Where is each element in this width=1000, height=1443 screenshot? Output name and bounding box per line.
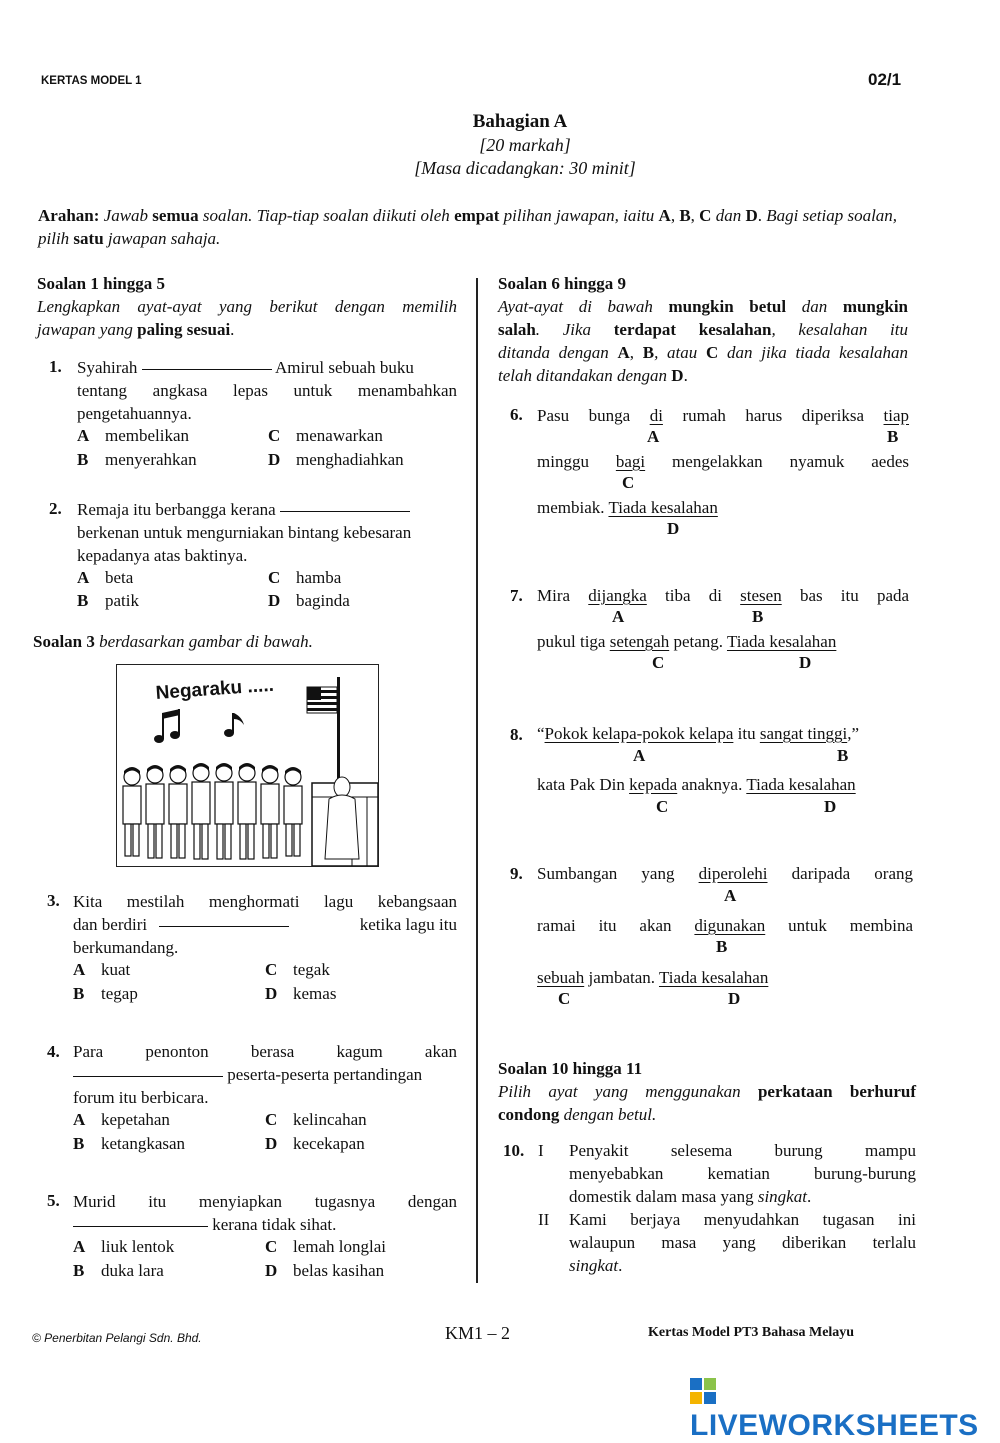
option-d[interactable]: D menghadiahkan <box>268 450 404 469</box>
option-d[interactable]: D kecekapan <box>265 1134 365 1153</box>
q3-intro: Soalan 3 berdasarkan gambar di bawah. <box>33 632 313 651</box>
option-b[interactable]: B ketangkasan <box>73 1134 186 1153</box>
statement-ii-label: II <box>538 1210 550 1229</box>
underlined-c[interactable]: kepada <box>629 775 678 794</box>
picture-caption: Negaraku ..... <box>155 674 275 704</box>
option-d[interactable]: D kemas <box>265 984 337 1003</box>
answer-blank[interactable] <box>73 1225 208 1227</box>
anthem-picture <box>116 664 379 867</box>
underlined-d[interactable]: Tiada kesalahan <box>658 968 769 987</box>
watermark-text: LIVEWORKSHEETS <box>690 1409 979 1442</box>
group2-inst-line4: telah ditandakan dengan D. <box>498 366 688 385</box>
option-c[interactable]: C hamba <box>268 568 342 587</box>
answer-blank[interactable] <box>142 368 272 370</box>
option-a[interactable]: A liuk lentok <box>73 1237 175 1256</box>
option-a[interactable]: A kuat <box>73 960 131 979</box>
underlined-a[interactable]: di <box>649 406 663 425</box>
section-time: [Masa dicadangkan: 30 minit] <box>414 158 636 178</box>
option-a[interactable]: A kepetahan <box>73 1110 170 1129</box>
group2-inst-line1: Ayat-ayat di bawah mungkin betul dan mungkin <box>498 297 909 316</box>
underlined-a[interactable]: diperolehi <box>698 864 768 883</box>
option-c[interactable]: C menawarkan <box>268 426 383 445</box>
instruction: Arahan: Jawab semua soalan. Tiap-tiap soalan diikuti oleh empat pilihan jawapan, iaitu A, B, C dan D. Bagi setiap soalan, pilih satu jawapan sahaja. <box>38 206 898 248</box>
group3-inst-line1: Pilih ayat yang menggunakan perkataan berhuruf <box>498 1082 917 1101</box>
page-number: KM1 – 2 <box>445 1323 511 1343</box>
group1-inst-line2: jawapan yang paling sesuai. <box>37 320 235 339</box>
students-group <box>123 765 302 859</box>
option-b[interactable]: B menyerahkan <box>77 450 197 469</box>
option-d[interactable]: D baginda <box>268 591 350 610</box>
paper-code: 02/1 <box>868 70 902 89</box>
liveworksheets-logo-icon <box>690 1378 716 1404</box>
option-c[interactable]: C kelincahan <box>265 1110 367 1129</box>
underlined-c[interactable]: setengah <box>609 632 670 651</box>
option-c[interactable]: C lemah longlai <box>265 1237 387 1256</box>
group2-title: Soalan 6 hingga 9 <box>498 274 627 293</box>
picture-illustration <box>117 665 378 866</box>
group2-inst-line2: salah. Jika terdapat kesalahan, kesalahan itu <box>498 320 908 339</box>
column-divider <box>476 278 478 1283</box>
underlined-a[interactable]: dijangka <box>588 586 647 605</box>
underlined-b[interactable]: sangat tinggi <box>759 724 848 743</box>
underlined-d[interactable]: Tiada kesalahan <box>726 632 837 651</box>
underlined-b[interactable]: stesen <box>740 586 782 605</box>
music-note-icon <box>224 713 244 737</box>
group3-inst-line2: condong dengan betul. <box>498 1105 657 1124</box>
option-d[interactable]: D belas kasihan <box>265 1261 385 1280</box>
underlined-c[interactable]: bagi <box>615 452 646 471</box>
option-a[interactable]: A membelikan <box>77 426 190 445</box>
option-b[interactable]: B patik <box>77 591 139 610</box>
section-title: Bahagian A <box>472 111 568 132</box>
option-b[interactable]: B duka lara <box>73 1261 164 1280</box>
paper-label: KERTAS MODEL 1 <box>41 75 142 87</box>
section-marks: [20 markah] <box>479 135 571 155</box>
group3-title: Soalan 10 hingga 11 <box>498 1059 643 1078</box>
answer-blank[interactable] <box>73 1075 223 1077</box>
option-a[interactable]: A beta <box>77 568 134 587</box>
statement-i-label: I <box>538 1141 544 1160</box>
option-b[interactable]: B tegap <box>73 984 138 1003</box>
underlined-d[interactable]: Tiada kesalahan <box>746 775 856 794</box>
publisher: © Penerbitan Pelangi Sdn. Bhd. <box>32 1331 202 1345</box>
underlined-b[interactable]: tiap <box>883 406 910 425</box>
music-note-icon <box>154 709 180 743</box>
underlined-c[interactable]: sebuah <box>537 968 585 987</box>
group2-inst-line3: ditanda dengan A, B, atau C dan jika tiada kesalahan <box>498 343 909 362</box>
teacher-figure <box>325 777 359 859</box>
underlined-b[interactable]: digunakan <box>694 916 766 935</box>
underlined-d[interactable]: Tiada kesalahan <box>608 498 718 517</box>
option-c[interactable]: C tegak <box>265 960 330 979</box>
group1-title: Soalan 1 hingga 5 <box>37 274 166 293</box>
answer-blank[interactable] <box>159 925 289 927</box>
liveworksheets-watermark <box>690 1375 1000 1443</box>
group1-inst-line1: Lengkapkan ayat-ayat yang berikut dengan memilih <box>37 297 457 316</box>
underlined-a[interactable]: Pokok kelapa-pokok kelapa <box>544 724 734 743</box>
paper-title: Kertas Model PT3 Bahasa Melayu <box>648 1325 855 1340</box>
answer-blank[interactable] <box>280 510 410 512</box>
